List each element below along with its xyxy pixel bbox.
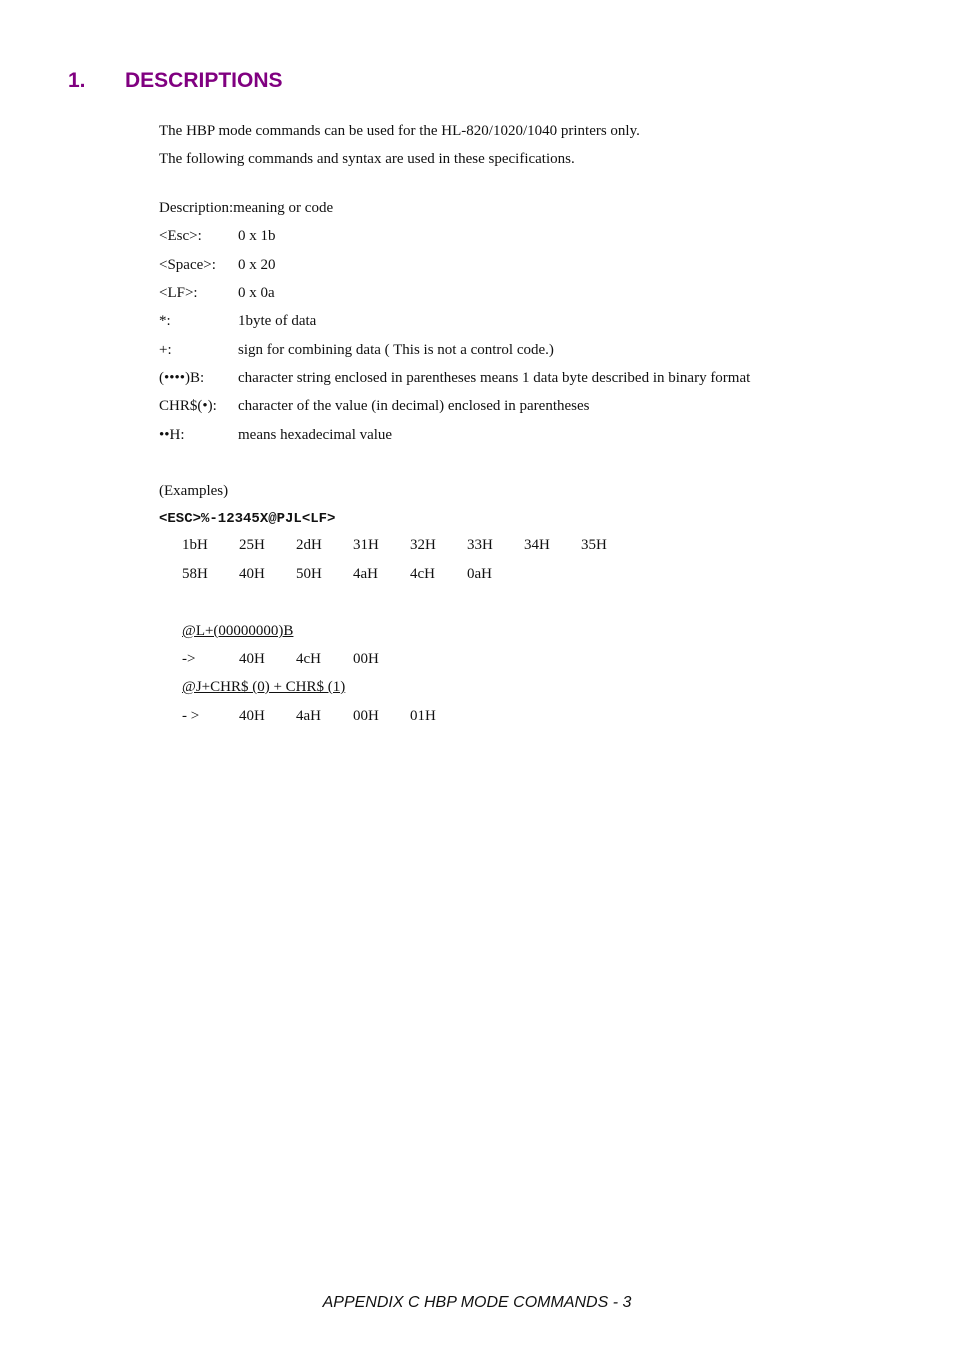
hex-value: 00H: [353, 708, 379, 724]
example-2-result: [182, 650, 410, 668]
hex-value: 33H: [467, 537, 493, 553]
hex-value: 4aH: [296, 708, 321, 724]
example-3-expression: @J+CHR$ (0) + CHR$ (1): [182, 679, 346, 695]
definition-term: <Space>:: [159, 257, 216, 273]
hex-value: 31H: [353, 537, 379, 553]
hex-value: 50H: [296, 566, 322, 582]
definition-meaning: means hexadecimal value: [238, 427, 393, 443]
definitions-header: Description:meaning or code: [159, 200, 334, 216]
hex-value: 58H: [182, 566, 208, 582]
hex-value: 34H: [524, 537, 550, 553]
page-footer: APPENDIX C HBP MODE COMMANDS - 3: [322, 1294, 632, 1311]
section-heading: [68, 69, 283, 93]
definition-term: ••H:: [159, 427, 185, 443]
example-3-result: [182, 707, 467, 725]
definition-meaning: 0 x 0a: [238, 285, 275, 301]
example-2-expression: @L+(00000000)B: [182, 623, 294, 639]
section-number: 1.: [68, 69, 86, 92]
hex-value: 32H: [410, 537, 436, 553]
definition-term: <LF>:: [159, 285, 198, 301]
definition-meaning: 0 x 1b: [238, 228, 276, 244]
definition-row: [159, 397, 590, 415]
definition-meaning: character string enclosed in parentheses means 1 data byte described in binary format: [238, 370, 751, 386]
arrow-text: ->: [182, 651, 196, 667]
intro-line-1: The HBP mode commands can be used for the HL-820/1020/1040 printers only.: [159, 123, 640, 139]
example-command: <ESC>%-12345X@PJL<LF>: [159, 511, 336, 527]
hex-value: 01H: [410, 708, 436, 724]
hex-value: 40H: [239, 708, 265, 724]
hex-value: 4cH: [410, 566, 435, 582]
definition-term: CHR$(•):: [159, 398, 217, 414]
arrow-text: - >: [182, 708, 200, 724]
hex-value: 1bH: [182, 537, 208, 553]
intro-line-2: The following commands and syntax are used in these specifications.: [159, 151, 575, 167]
hex-value: 00H: [353, 651, 379, 667]
definition-row: [159, 312, 316, 330]
hex-row-1: [182, 536, 638, 554]
hex-row-2: [182, 565, 524, 583]
hex-value: 2dH: [296, 537, 322, 553]
definition-meaning: character of the value (in decimal) enclosed in parentheses: [238, 398, 590, 414]
hex-value: 4aH: [353, 566, 378, 582]
definition-meaning: 0 x 20: [238, 257, 276, 273]
definition-term: <Esc>:: [159, 228, 202, 244]
hex-value: 25H: [239, 537, 265, 553]
hex-value: 4cH: [296, 651, 321, 667]
definition-row: [159, 341, 554, 359]
definition-row: [159, 426, 392, 444]
definition-meaning: 1byte of data: [238, 313, 317, 329]
definition-row: [159, 284, 275, 302]
definition-meaning: sign for combining data ( This is not a control code.): [238, 342, 554, 358]
hex-value: 0aH: [467, 566, 492, 582]
definition-row: [159, 227, 276, 245]
hex-value: 40H: [239, 566, 265, 582]
examples-label: (Examples): [159, 483, 229, 499]
section-title: DESCRIPTIONS: [125, 69, 283, 92]
definition-row: [159, 256, 276, 274]
definition-term: (••••)B:: [159, 370, 205, 386]
definition-term: +:: [159, 342, 172, 358]
hex-value: 40H: [239, 651, 265, 667]
hex-value: 35H: [581, 537, 607, 553]
definition-row: [159, 369, 750, 387]
definition-term: *:: [159, 313, 171, 329]
